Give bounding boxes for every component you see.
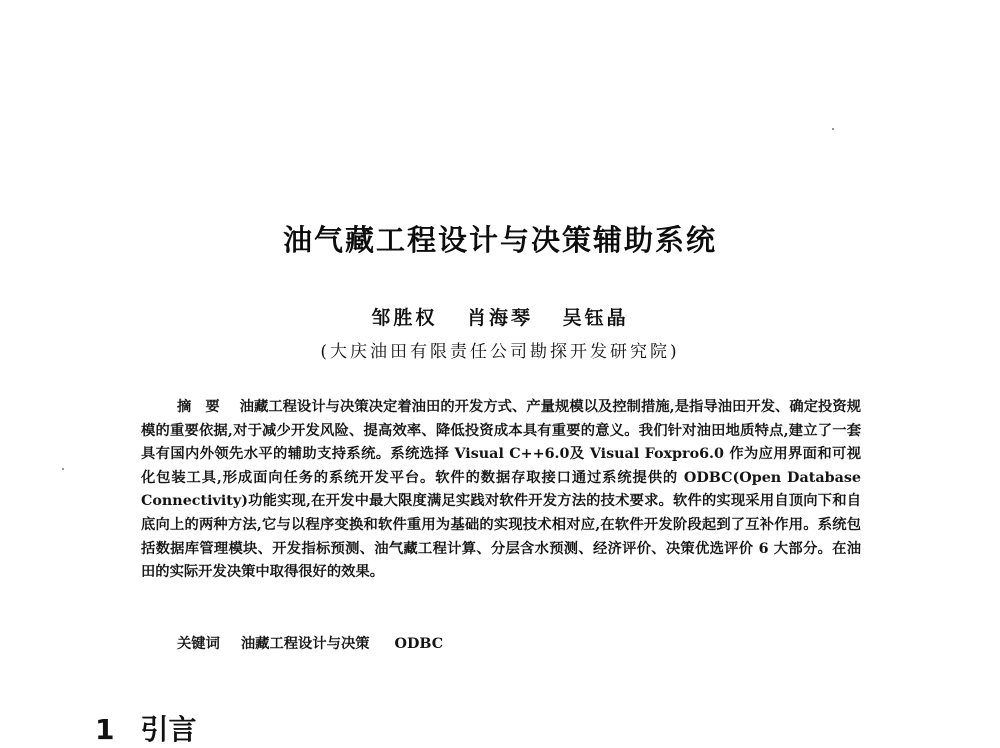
paper-title: 油气藏工程设计与决策辅助系统 [282, 223, 717, 257]
keyword: ODBC [394, 636, 444, 652]
keyword: 油藏工程设计与决策 [240, 636, 370, 652]
abstract [141, 396, 861, 585]
author-list [0, 303, 1000, 330]
author-name: 肖海琴 [466, 307, 533, 329]
keywords [177, 633, 463, 653]
section-number: 1 [95, 713, 115, 746]
section-heading [95, 708, 197, 748]
abstract-label: 摘要 [177, 399, 234, 415]
scan-speck [62, 468, 64, 470]
section-title: 引言 [140, 713, 197, 746]
author-name: 吴钰晶 [562, 307, 629, 329]
keywords-label: 关键词 [177, 636, 220, 652]
abstract-text: 油藏工程设计与决策决定着油田的开发方式、产量规模以及控制措施,是指导油田开发、确定投资规模的重要依据,对于减少开发风险、提高效率、降低投资成本具有重要的意义。我们针对油田地质特点,建立了一套具有国内外领先水平的辅助支持系统。系统选择 Visual C++6.0及 Visual Foxpro6.0 作为应用界面和可视化包装工具,形成面向任务的系统开发平台。软件的数据存取接口通过系统提供的 ODBC(Open Database Connectivity)功能实现,在开发中最大限度满足实践对软件开发方法的技术要求。软件的实现采用自顶向下和自底向上的两种方法,它与以程序变换和软件重用为基础的实现技术相对应,在软件开发阶段起到了互补作用。系统包括数据库管理模块、开发指标预测、油气藏工程计算、分层含水预测、经济评价、决策优选评价 6 大部分。在油田的实际开发决策中取得很好的效果。 [141, 399, 861, 581]
scan-speck [832, 128, 834, 130]
affiliation: (大庆油田有限责任公司勘探开发研究院) [320, 342, 680, 362]
author-name: 邹胜权 [371, 307, 438, 329]
